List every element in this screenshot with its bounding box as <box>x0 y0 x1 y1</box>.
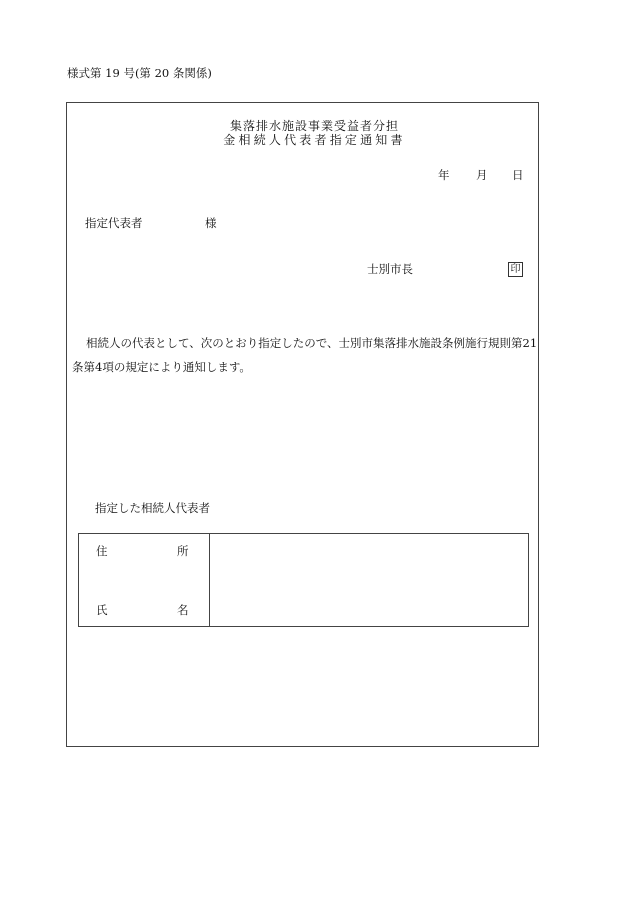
address-label-char-2: 所 <box>177 544 189 558</box>
date-month-label: 月 <box>476 168 488 182</box>
date-day-label: 日 <box>512 168 524 182</box>
representative-table <box>78 533 529 627</box>
notice-form <box>66 102 539 747</box>
notice-body-text: 相続人の代表として、次のとおり指定したので、士別市集落排水施設条例施行規則第21条第4項の規定により通知します。 <box>72 336 538 374</box>
table-label-column <box>79 534 210 626</box>
issuer-name: 士別市長 <box>367 262 413 276</box>
address-label-char-1: 住 <box>96 544 108 558</box>
section-heading: 指定した相続人代表者 <box>95 501 210 515</box>
name-label-char-2: 名 <box>177 603 189 617</box>
addressee-label: 指定代表者 <box>85 216 143 230</box>
date-year-label: 年 <box>438 168 450 182</box>
form-number: 様式第 19 号(第 20 条関係) <box>67 66 212 80</box>
document-title-line-2: 金相続人代表者指定通知書 <box>223 133 406 147</box>
seal-mark: 印 <box>508 262 523 277</box>
name-label-char-1: 氏 <box>96 603 108 617</box>
addressee-honorific: 様 <box>205 216 217 230</box>
document-title-line-1: 集落排水施設事業受益者分担 <box>229 119 399 133</box>
